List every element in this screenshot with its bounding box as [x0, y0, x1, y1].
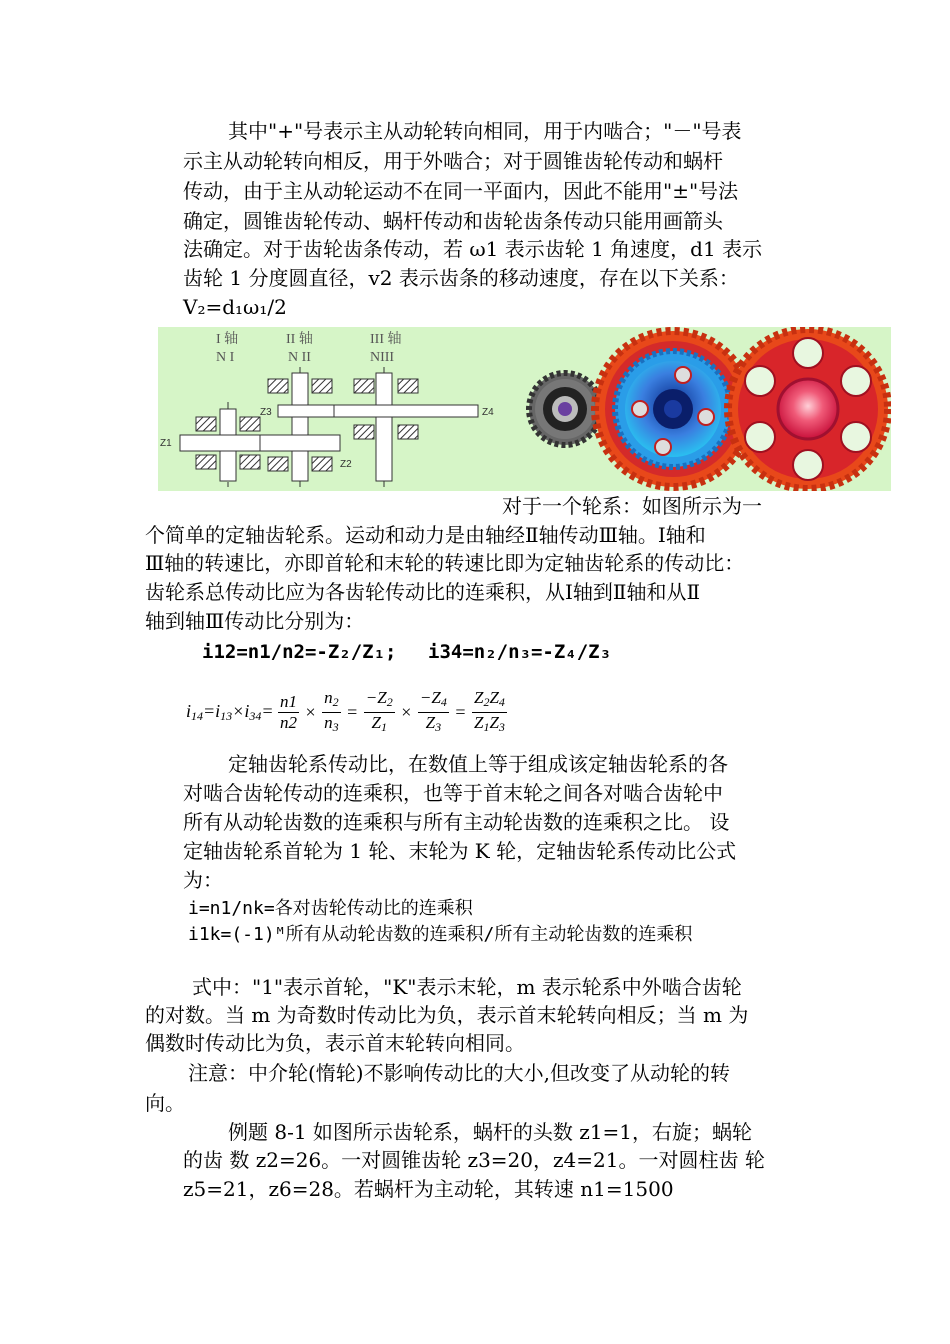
shaft-label: I 轴: [216, 332, 239, 347]
text-line: 示主从动轮转向相反，用于外啮合；对于圆锥齿轮传动和蜗杆: [183, 149, 723, 173]
gear-label: Z1: [160, 438, 172, 449]
text-line: 向。: [145, 1091, 185, 1115]
text-line: 定轴齿轮系首轮为 1 轮、末轮为 K 轮，定轴齿轮系传动比公式: [183, 839, 737, 863]
red-blue-gear-icon: [595, 331, 751, 487]
gear-label: Z3: [260, 407, 272, 418]
formula-line: i1k=(-1)ᴹ所有从动轮齿数的连乘积/所有主动轮齿数的连乘积: [188, 924, 693, 945]
text-line: 所有从动轮齿数的连乘积与所有主动轮齿数的连乘积之比。 设: [183, 810, 730, 834]
text-line: 轴到轴Ⅲ传动比分别为：: [145, 609, 365, 633]
large-red-gear-icon: [728, 329, 888, 489]
v2-formula: V₂=d₁ω₁/2: [183, 295, 287, 319]
text-line: 齿轮 1 分度圆直径，v2 表示齿条的移动速度，存在以下关系：: [183, 266, 739, 290]
text-line: z5=21，z6=28。若蜗杆为主动轮，其转速 n1=1500: [183, 1177, 674, 1201]
text-line: 为：: [183, 868, 223, 892]
speed-label: N II: [288, 350, 311, 365]
fraction: $\frac{-Z_4}{Z_3}$: [419, 688, 447, 734]
gear-train-figure: [158, 327, 891, 491]
text-line: 对啮合齿轮传动的连乘积，也等于首末轮之间各对啮合齿轮中: [183, 781, 723, 805]
small-gear-icon: [529, 373, 601, 445]
text-line: 的齿 数 z2=26。一对圆锥齿轮 z3=20，z4=21。一对圆柱齿 轮: [183, 1148, 765, 1172]
ratio-i12: i12=n1/n2=-Z₂/Z₁;: [202, 641, 397, 663]
fraction: $\frac{n_2}{n_3}$: [324, 688, 339, 734]
formula-lhs: $i_{14}=i_{13}\times i_{34}=$: [186, 701, 274, 723]
speed-label: NIII: [370, 350, 395, 365]
text-line: 传动，由于主从动轮运动不在同一平面内，因此不能用"±"号法: [183, 179, 739, 203]
shaft-label: III 轴: [370, 332, 402, 347]
shaft-label: II 轴: [286, 332, 313, 347]
gear-label: Z4: [482, 407, 494, 418]
text-line: 个简单的定轴齿轮系。运动和动力是由轴经Ⅱ轴传动Ⅲ轴。Ⅰ轴和: [145, 523, 706, 547]
text-line: 对于一个轮系：如图所示为一: [502, 494, 762, 518]
text-line: 例题 8-1 如图所示齿轮系，蜗杆的头数 z1=1，右旋；蜗轮: [228, 1120, 753, 1144]
text-line: 的对数。当 m 为奇数时传动比为负，表示首末轮转向相反；当 m 为: [145, 1003, 749, 1027]
fraction: $\frac{n1}{n2}$: [279, 692, 297, 732]
text-line: 确定，圆锥齿轮传动、蜗杆传动和齿轮齿条传动只能用画箭头: [183, 209, 723, 233]
text-line: 注意：中介轮(惰轮)不影响传动比的大小,但改变了从动轮的转: [188, 1061, 730, 1085]
text-line: 定轴齿轮系传动比，在数值上等于组成该定轴齿轮系的各: [228, 752, 728, 776]
gear-train-diagram: [158, 327, 891, 491]
text-line: Ⅲ轴的转速比，亦即首轮和末轮的转速比即为定轴齿轮系的传动比：: [145, 551, 745, 575]
text-line: 其中"+"号表示主从动轮转向相同，用于内啮合；"－"号表: [228, 119, 742, 143]
speed-label: N I: [216, 350, 235, 365]
ratio-i34: i34=n₂/n₃=-Z₄/Z₃: [428, 641, 612, 663]
gear-label: Z2: [340, 459, 352, 470]
transmission-ratio-formula: $i_{14}=i_{13}\times i_{34}=$ $\frac{n1}{n2}$ × $\frac{n_2}{n_3}$ = $\frac{-Z_2}{Z_1}$ × $\frac{-Z_4}{Z_3}$ = $\frac{Z_2Z_4}{Z_1Z_3}$: [186, 688, 507, 737]
formula-line: i=n1/nk=各对齿轮传动比的连乘积: [188, 898, 473, 919]
fraction: $\frac{-Z_2}{Z_1}$: [365, 688, 393, 734]
text-line: 齿轮系总传动比应为各齿轮传动比的连乘积，从Ⅰ轴到Ⅱ轴和从Ⅱ: [145, 580, 701, 604]
text-line: 式中："1"表示首轮，"K"表示末轮，m 表示轮系中外啮合齿轮: [192, 975, 742, 999]
text-line: 偶数时传动比为负，表示首末轮转向相同。: [145, 1031, 525, 1055]
text-line: 法确定。对于齿轮齿条传动，若 ω1 表示齿轮 1 角速度，d1 表示: [183, 237, 763, 261]
fraction: $\frac{Z_2Z_4}{Z_1Z_3}$: [473, 688, 505, 734]
